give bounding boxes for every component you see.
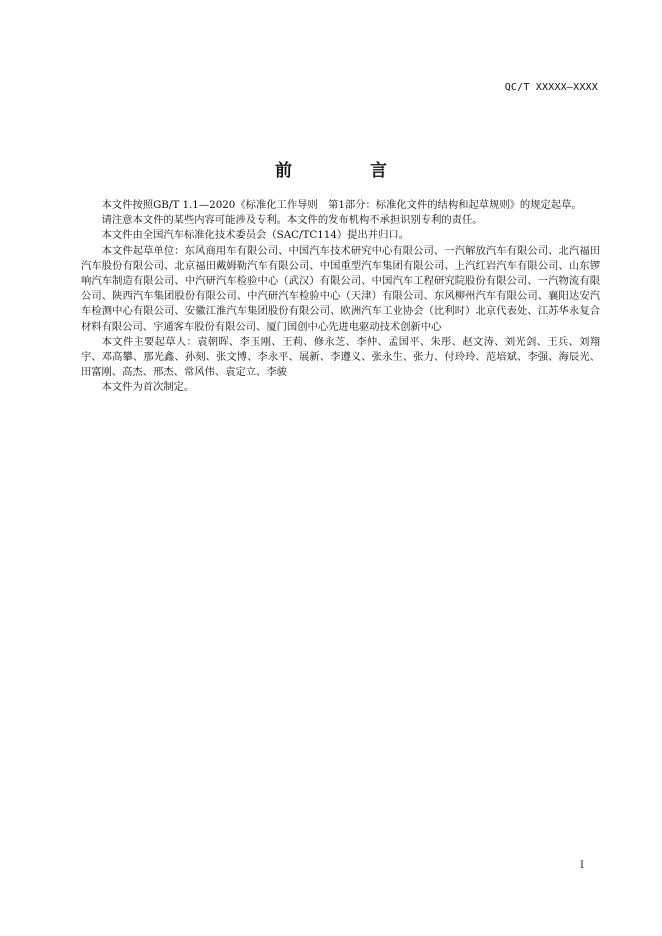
paragraph-drafting-units: 本文件起草单位：东风商用车有限公司、中国汽车技术研究中心有限公司、一汽解放汽车有限公司、北汽福田汽车股份有限公司、北京福田戴姆勒汽车有限公司、中国重型汽车集团有限公司、上汽红岩汽车有限公司、山东锣响汽车制造有限公司、中汽研汽车检验中心（武汉）有限公司、中国汽车工程研究院股份有限公司、一汽物流有限公司、陕西汽车集团股份有限公司、中汽研汽车检验中心（天津）有限公司、东风柳州汽车有限公司、襄阳达安汽车检测中心有限公司、安徽江淮汽车集团股份有限公司、欧洲汽车工业协会（比利时）北京代表处、江苏华永复合材料有限公司、宇通客车股份有限公司、厦门国创中心先进电驱动技术创新中心 [81,244,600,333]
page-title: 前 言 [275,161,423,181]
foreword-body [81,198,600,396]
page-number: I [580,860,584,871]
paragraph-drafters: 本文件主要起草人：袁朝晖、李玉刚、王莉、修永芝、李仲、孟国平、朱彤、赵文涛、刘光剑、王兵、刘翔宇、邓高攀、那光鑫、孙刻、张文博、李永平、展新、李遵义、张永生、张力、付玲玲、范培斌、李强、海辰光、田富刚、高杰、邢杰、常风伟、袁定立、李骏 [81,335,600,379]
paragraph-patent-notice: 请注意本文件的某些内容可能涉及专利。本文件的发布机构不承担识别专利的责任。 [101,214,483,227]
document-code: QC/T XXXXX—XXXX [504,82,598,93]
paragraph-first-edition: 本文件为首次制定。 [101,381,195,394]
paragraph-drafting-rules: 本文件按照GB/T 1.1—2020《标准化工作导则 第1部分：标准化文件的结构和起草规则》的规定起草。 [101,199,582,211]
paragraph-proposer: 本文件由全国汽车标准化技术委员会（SAC/TC114）提出并归口。 [101,229,409,242]
